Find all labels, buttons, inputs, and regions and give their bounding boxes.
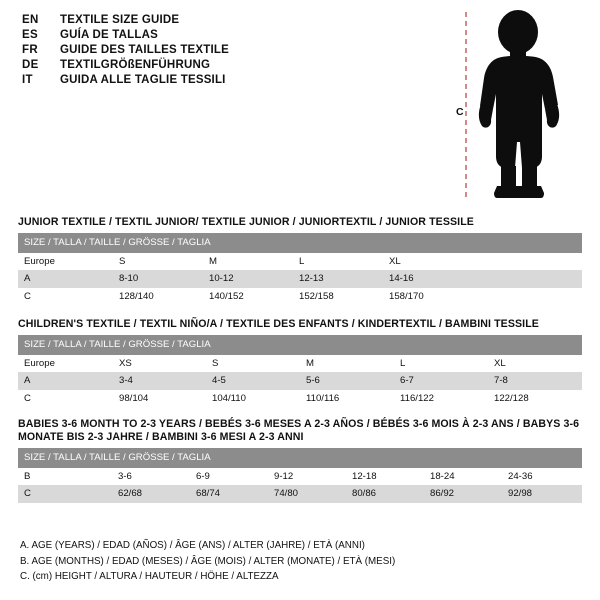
cell: 140/152 xyxy=(203,288,293,306)
cell: 122/128 xyxy=(488,390,582,408)
figure-measure-label: C xyxy=(456,106,464,118)
table-band-row xyxy=(18,233,582,253)
cell: S xyxy=(113,253,203,271)
cell: 24-36 xyxy=(502,468,582,486)
row-label: C xyxy=(18,390,113,408)
cell: 12-13 xyxy=(293,270,383,288)
section-title: BABIES 3-6 MONTH TO 2-3 YEARS / BEBÉS 3-6 MESES A 2-3 AÑOS / BÉBÉS 3-6 MOIS À 2-3 ANS / BABYS 3-6 MONATE BIS 2-3 JAHRE / BAMBINI 3-6 MESI A 2-3 ANNI xyxy=(18,418,580,444)
table-row xyxy=(18,485,582,503)
cell: 6-9 xyxy=(190,468,268,486)
cell: 80/86 xyxy=(346,485,424,503)
cell: 92/98 xyxy=(502,485,582,503)
cell: 4-5 xyxy=(206,372,300,390)
header-row xyxy=(22,29,452,41)
cell: 128/140 xyxy=(113,288,203,306)
table-row xyxy=(18,355,582,373)
table-row xyxy=(18,253,582,271)
cell: 152/158 xyxy=(293,288,383,306)
header-row xyxy=(22,59,452,71)
cell: S xyxy=(206,355,300,373)
header-language-titles xyxy=(22,14,452,89)
header-row xyxy=(22,14,452,26)
cell-empty xyxy=(473,270,582,288)
cell: 18-24 xyxy=(424,468,502,486)
table-row xyxy=(18,372,582,390)
cell: M xyxy=(300,355,394,373)
table-row xyxy=(18,390,582,408)
cell: 10-12 xyxy=(203,270,293,288)
table-row xyxy=(18,270,582,288)
cell: 9-12 xyxy=(268,468,346,486)
row-label: Europe xyxy=(18,355,113,373)
row-label: A xyxy=(18,270,113,288)
babies-size-table xyxy=(18,448,582,503)
cell: 98/104 xyxy=(113,390,206,408)
children-size-table xyxy=(18,335,582,407)
row-label: C xyxy=(18,288,113,306)
guide-title: GUIDA ALLE TAGLIE TESSILI xyxy=(60,74,226,86)
cell: M xyxy=(203,253,293,271)
guide-title: TEXTILE SIZE GUIDE xyxy=(60,14,180,26)
row-label: A xyxy=(18,372,113,390)
cell: 86/92 xyxy=(424,485,502,503)
table-row xyxy=(18,288,582,306)
band-label: SIZE / TALLA / TAILLE / GRÖSSE / TAGLIA xyxy=(18,233,582,253)
cell: 14-16 xyxy=(383,270,473,288)
header-row xyxy=(22,44,452,56)
cell: L xyxy=(293,253,383,271)
junior-size-table xyxy=(18,233,582,305)
cell: XL xyxy=(488,355,582,373)
cell: XS xyxy=(113,355,206,373)
section-babies-textile xyxy=(18,418,582,503)
section-childrens-textile xyxy=(18,318,582,407)
table-row xyxy=(18,468,582,486)
language-code: ES xyxy=(22,29,38,41)
cell: 110/116 xyxy=(300,390,394,408)
table-band-row xyxy=(18,448,582,468)
band-label: SIZE / TALLA / TAILLE / GRÖSSE / TAGLIA xyxy=(18,448,582,468)
legend xyxy=(20,538,580,584)
cell: 158/170 xyxy=(383,288,473,306)
cell: 74/80 xyxy=(268,485,346,503)
cell: 3-6 xyxy=(112,468,190,486)
cell: XL xyxy=(383,253,473,271)
header-row xyxy=(22,74,452,86)
cell: 7-8 xyxy=(488,372,582,390)
section-title: JUNIOR TEXTILE / TEXTIL JUNIOR/ TEXTILE JUNIOR / JUNIORTEXTIL / JUNIOR TESSILE xyxy=(18,216,474,228)
language-code: IT xyxy=(22,74,33,86)
language-code: EN xyxy=(22,14,39,26)
legend-line-b: B. AGE (MONTHS) / EDAD (MESES) / ÂGE (MOIS) / ALTER (MONATE) / ETÀ (MESI) xyxy=(20,555,396,567)
cell: L xyxy=(394,355,488,373)
cell: 104/110 xyxy=(206,390,300,408)
language-code: FR xyxy=(22,44,38,56)
row-label: B xyxy=(18,468,112,486)
cell: 3-4 xyxy=(113,372,206,390)
cell: 12-18 xyxy=(346,468,424,486)
table-band-row xyxy=(18,335,582,355)
row-label: Europe xyxy=(18,253,113,271)
section-title: CHILDREN'S TEXTILE / TEXTIL NIÑO/A / TEXTILE DES ENFANTS / KINDERTEXTIL / BAMBINI TESSILE xyxy=(18,318,539,330)
band-label: SIZE / TALLA / TAILLE / GRÖSSE / TAGLIA xyxy=(18,335,582,355)
guide-title: TEXTILGRÖßENFÜHRUNG xyxy=(60,59,211,71)
row-label: C xyxy=(18,485,112,503)
cell-empty xyxy=(473,288,582,306)
cell: 6-7 xyxy=(394,372,488,390)
cell: 116/122 xyxy=(394,390,488,408)
child-silhouette-icon xyxy=(452,8,590,203)
section-junior-textile xyxy=(18,216,582,305)
cell: 62/68 xyxy=(112,485,190,503)
cell: 5-6 xyxy=(300,372,394,390)
guide-title: GUIDE DES TAILLES TEXTILE xyxy=(60,44,229,56)
cell-empty xyxy=(473,253,582,271)
cell: 68/74 xyxy=(190,485,268,503)
cell: 8-10 xyxy=(113,270,203,288)
guide-title: GUÍA DE TALLAS xyxy=(60,29,158,41)
legend-line-c: C. (cm) HEIGHT / ALTURA / HAUTEUR / HÖHE / ALTEZZA xyxy=(20,570,279,582)
legend-line-a: A. AGE (YEARS) / EDAD (AÑOS) / ÂGE (ANS) / ALTER (JAHRE) / ETÀ (ANNI) xyxy=(20,540,365,552)
language-code: DE xyxy=(22,59,39,71)
